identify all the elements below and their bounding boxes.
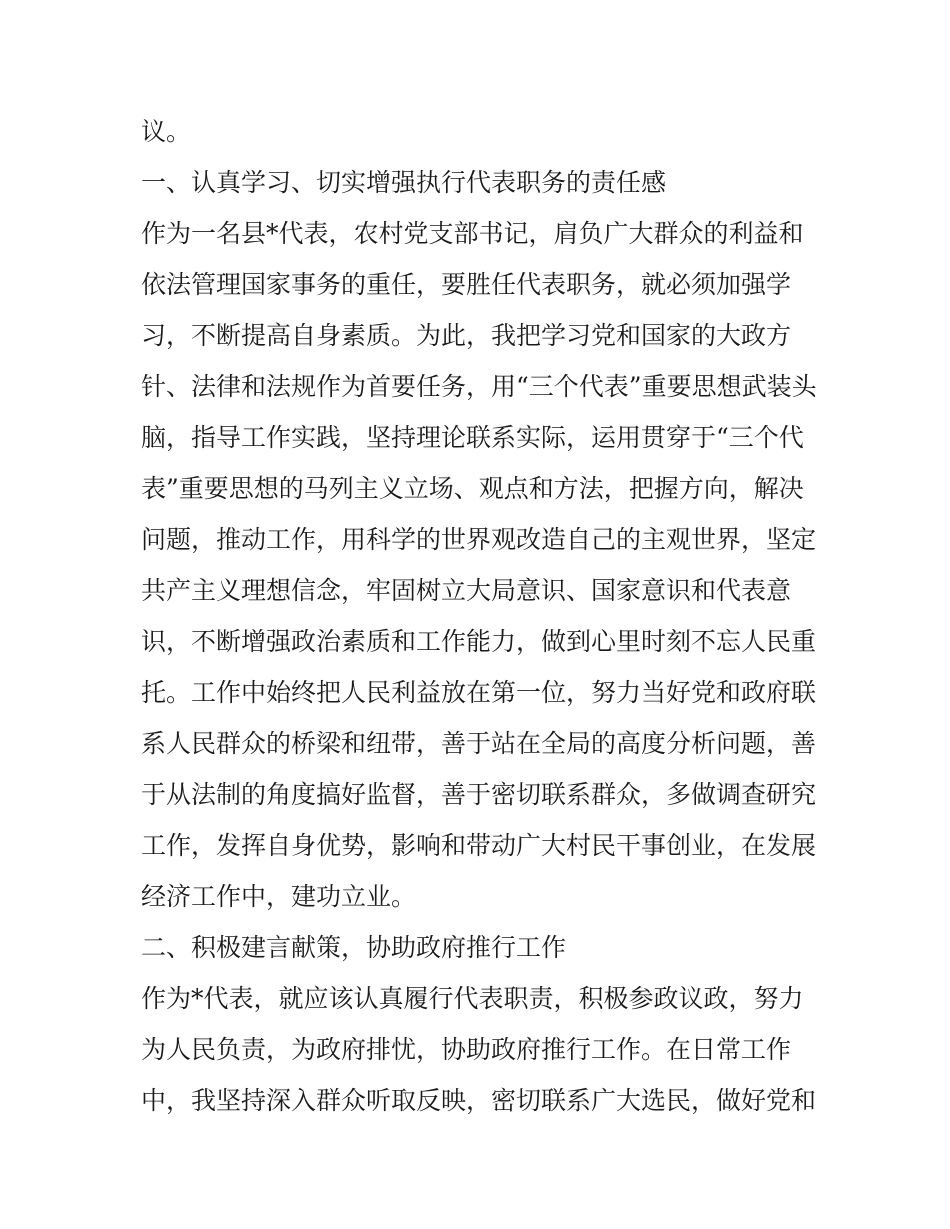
document-body [141, 106, 831, 1126]
text-line: 议。 [141, 117, 192, 146]
text-line: 作为*代表，就应该认真履行代表职责，积极参政议政，努力 [141, 984, 804, 1013]
section-heading-2: 二、积极建言献策，协助政府推行工作 [141, 933, 567, 962]
text-line: 经济工作中，建功立业。 [141, 882, 417, 911]
text-line: 为人民负责，为政府排忧，协助政府推行工作。在日常工作 [141, 1035, 792, 1064]
text-line: 脑，指导工作实践，坚持理论联系实际，运用贯穿于“三个代 [141, 423, 804, 452]
text-line: 习，不断提高自身素质。为此，我把学习党和国家的大政方 [141, 321, 792, 350]
text-line: 针、法律和法规作为首要任务，用“三个代表”重要思想武装头 [141, 372, 817, 401]
text-line: 于从法制的角度搞好监督，善于密切联系群众，多做调查研究 [141, 780, 817, 809]
text-line: 识，不断增强政治素质和工作能力，做到心里时刻不忘人民重 [141, 627, 817, 656]
text-line: 中，我坚持深入群众听取反映，密切联系广大选民，做好党和 [141, 1086, 817, 1115]
text-line: 共产主义理想信念，牢固树立大局意识、国家意识和代表意 [141, 576, 792, 605]
text-line: 托。工作中始终把人民利益放在第一位，努力当好党和政府联 [141, 678, 817, 707]
text-line: 依法管理国家事务的重任，要胜任代表职务，就必须加强学 [141, 270, 792, 299]
text-line: 系人民群众的桥梁和纽带，善于站在全局的高度分析问题，善 [141, 729, 817, 758]
section-heading-1: 一、认真学习、切实增强执行代表职务的责任感 [141, 168, 667, 197]
text-line: 表”重要思想的马列主义立场、观点和方法，把握方向，解决 [141, 474, 804, 503]
text-line: 作为一名县*代表，农村党支部书记，肩负广大群众的利益和 [141, 219, 804, 248]
text-line: 问题，推动工作，用科学的世界观改造自己的主观世界，坚定 [141, 525, 817, 554]
text-line: 工作，发挥自身优势，影响和带动广大村民干事创业，在发展 [141, 831, 817, 860]
